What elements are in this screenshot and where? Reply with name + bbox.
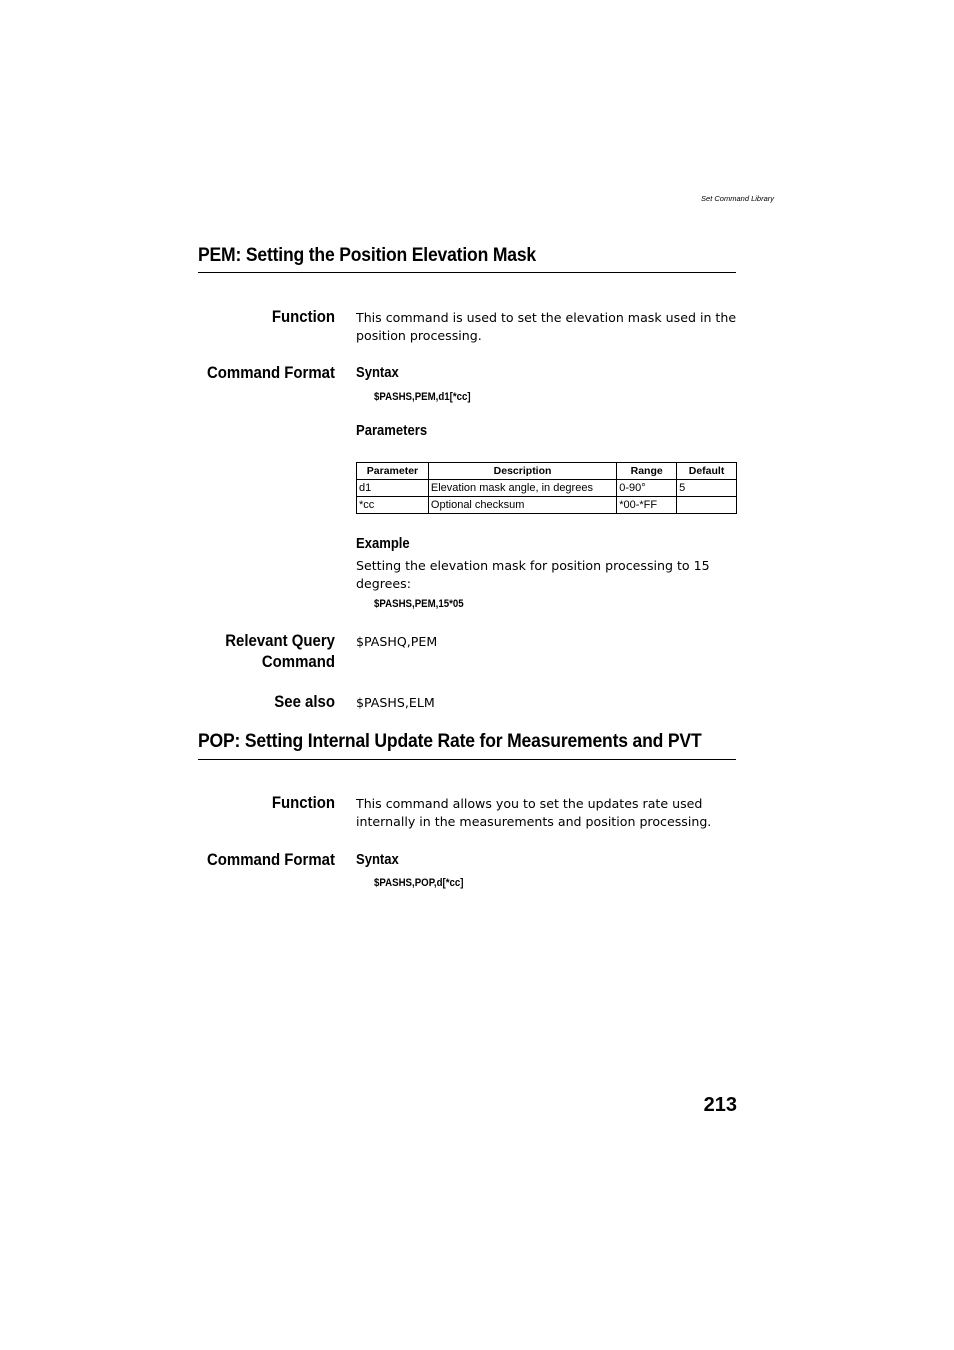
see-also-text: $PASHS,ELM <box>356 695 435 710</box>
page-number: 213 <box>703 1094 737 1116</box>
table-header-cell: Default <box>677 463 737 480</box>
relevant-query-text: $PASHQ,PEM <box>356 634 438 649</box>
table-header-cell: Description <box>428 463 616 480</box>
table-cell: Elevation mask angle, in degrees <box>428 480 616 497</box>
function-label: Function <box>271 307 335 326</box>
relevant-query-label <box>172 630 335 672</box>
function-text: This command allows you to set the updates rate used internally in the measurements and position processing. <box>356 796 712 829</box>
syntax-heading: Syntax <box>356 365 399 381</box>
section-rule <box>198 272 736 273</box>
table-cell <box>677 497 737 514</box>
syntax-code: $PASHS,POP,d[*cc] <box>374 877 464 889</box>
syntax-code: $PASHS,PEM,d1[*cc] <box>374 391 471 403</box>
example-code: $PASHS,PEM,15*05 <box>374 598 464 610</box>
table-cell: 5 <box>677 480 737 497</box>
example-heading: Example <box>356 536 410 552</box>
section-title-pem: PEM: Setting the Position Elevation Mask <box>198 244 537 266</box>
table-cell: *00-*FF <box>617 497 677 514</box>
function-text: This command is used to set the elevation mask used in the position processing. <box>356 310 737 343</box>
function-label: Function <box>271 793 335 812</box>
running-header: Set Command Library <box>701 194 774 203</box>
example-text: Setting the elevation mask for position processing to 15 degrees: <box>356 558 710 591</box>
table-header-row <box>357 463 737 480</box>
table-header-cell: Range <box>617 463 677 480</box>
table-cell: 0-90° <box>617 480 677 497</box>
table-cell: Optional checksum <box>428 497 616 514</box>
table-header-cell: Parameter <box>357 463 429 480</box>
command-format-label: Command Format <box>206 363 335 382</box>
section-title-pop: POP: Setting Internal Update Rate for Measurements and PVT <box>198 730 702 752</box>
table-cell: *cc <box>357 497 429 514</box>
parameters-heading: Parameters <box>356 423 428 439</box>
see-also-label: See also <box>274 692 335 711</box>
relevant-query-label-line1: Relevant Query <box>225 631 335 650</box>
syntax-heading: Syntax <box>356 852 399 868</box>
relevant-query-label-line2: Command <box>261 652 335 671</box>
command-format-label: Command Format <box>206 850 335 869</box>
table-row <box>357 497 737 514</box>
parameters-table <box>356 462 737 514</box>
table-cell: d1 <box>357 480 429 497</box>
section-rule <box>198 759 736 760</box>
table-row <box>357 480 737 497</box>
